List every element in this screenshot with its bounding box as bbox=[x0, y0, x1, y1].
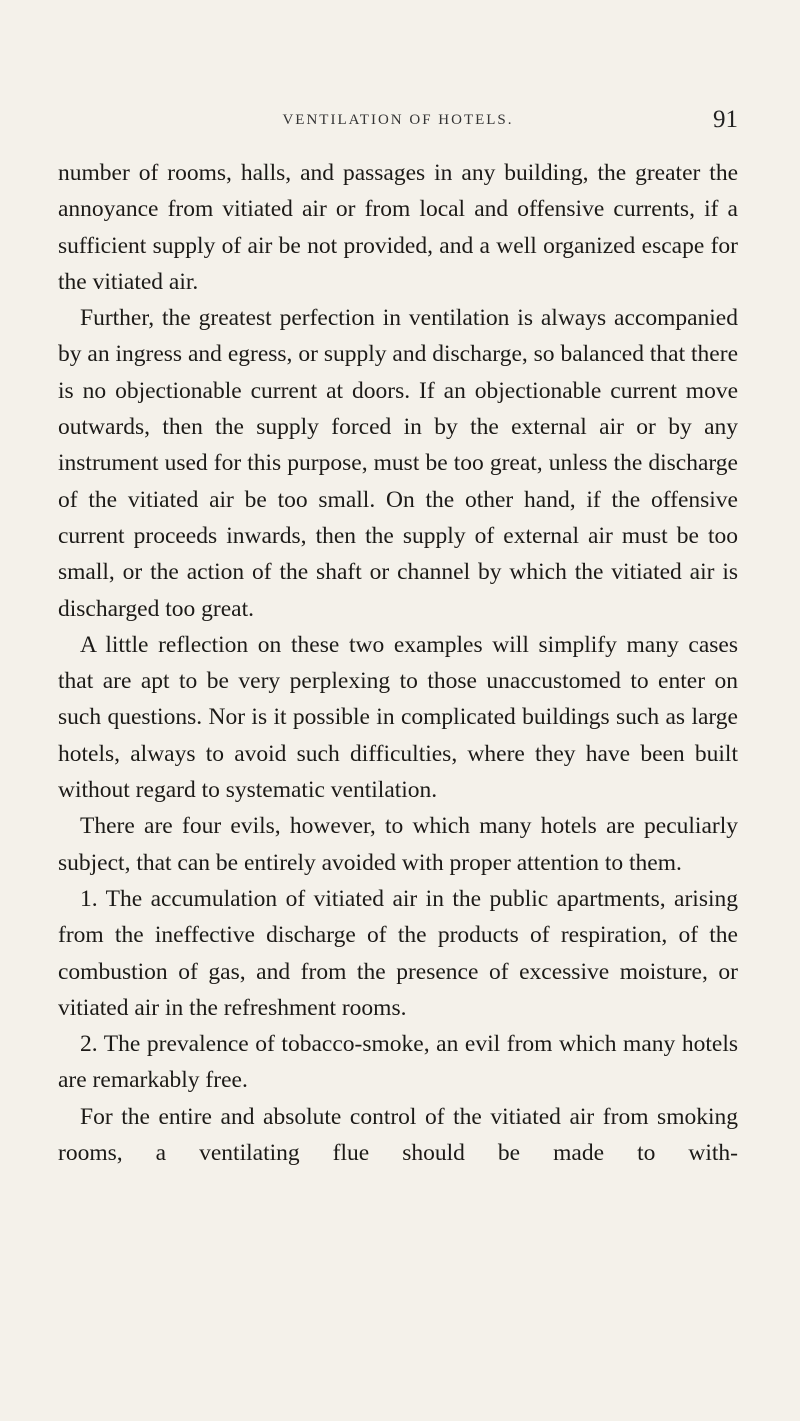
running-title: VENTILATION OF HOTELS. bbox=[282, 112, 514, 128]
paragraph-6: 2. The prevalence of tobacco-smoke, an evil from which many hotels are remarkably free. bbox=[58, 1031, 738, 1094]
paragraph-5: 1. The accumulation of vitiated air in the public apartments, arising from the ineffective discharge of the products of respiration, of the combustion of gas, and from the presence of excessive moisture, or vitiated air in the refreshment rooms. bbox=[58, 885, 738, 1021]
page-number: 91 bbox=[713, 106, 738, 133]
running-head bbox=[58, 103, 738, 137]
paragraph-4: There are four evils, however, to which many hotels are peculiarly subject, that can be entirely avoided with proper attention to them. bbox=[58, 813, 738, 876]
paragraph-2: Further, the greatest perfection in ventilation is always accompanied by an ingress and egress, or supply and discharge, so balanced that there is no objectionable current at doors. If an objectionable current move outwards, then the supply forced in by the external air or by any instrument used for this purpose, must be too great, unless the discharge of the vitiated air be too small. On the other hand, if the offensive current proceeds inwards, then the supply of external air must be too small, or the action of the shaft or channel by which the vitiated air is discharged too great. bbox=[58, 305, 738, 622]
paragraph-7: For the entire and absolute control of the vitiated air from smoking rooms, a ventilating flue should be made to with- bbox=[58, 1103, 738, 1167]
body-text bbox=[58, 155, 738, 1171]
paragraph-1: number of rooms, halls, and passages in any building, the greater the annoyance from vitiated air or from local and offensive currents, if a sufficient supply of air be not provided, and a well organized escape for the vitiated air. bbox=[58, 160, 738, 295]
paragraph-3: A little reflection on these two examples will simplify many cases that are apt to be very perplexing to those unaccustomed to enter on such questions. Nor is it possible in complicated buildings such as large hotels, always to avoid such difficulties, where they have been built without regard to systematic ventilation. bbox=[58, 631, 738, 804]
